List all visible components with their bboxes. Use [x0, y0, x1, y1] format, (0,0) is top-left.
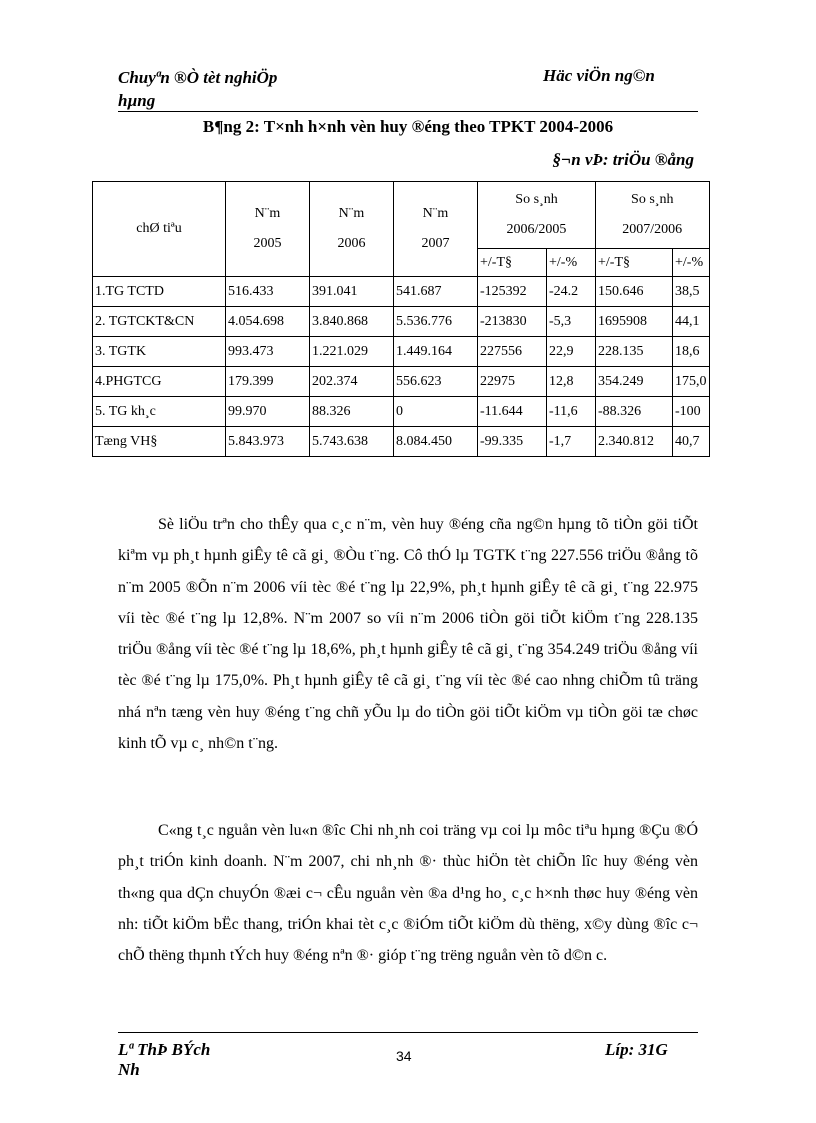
- table-row: 3. TGTK 993.473 1.221.029 1.449.164 227556 22,9 228.135 18,6: [93, 337, 710, 367]
- footer-class: Líp: 31G: [605, 1040, 668, 1059]
- capital-mobilization-table: [92, 181, 710, 457]
- unit-label: §¬n vÞ: triÖu ®ång: [552, 150, 694, 169]
- table-row: 1.TG TCTD 516.433 391.041 541.687 -125392 -24.2 150.646 38,5: [93, 277, 710, 307]
- header-indicator: chØ tiªu: [93, 182, 226, 277]
- paragraph-1: [118, 509, 698, 759]
- header-year-2005: N¨m 2005: [226, 182, 310, 277]
- header-left-line1: Chuyªn ®Ò tèt nghiÖp: [118, 68, 278, 87]
- table-row: 5. TG kh¸c 99.970 88.326 0 -11.644 -11,6 -88.326 -100: [93, 397, 710, 427]
- header-left: [118, 66, 378, 112]
- footer-rule: [118, 1032, 698, 1033]
- header-compare-2006-2005: So s¸nh 2006/2005: [478, 182, 596, 249]
- header-rule: [118, 111, 698, 112]
- paragraph-2: [118, 815, 698, 971]
- header-left-line2: hµng: [118, 91, 156, 110]
- paragraph-1-text: Sè liÖu trªn cho thÊy qua c¸c n¨m, vèn huy ®éng cña ng©n hµng tõ tiÒn göi tiÕt kiªm vµ ph¸t hµnh giÊy tê cã gi¸ ®Òu t¨ng. Cô thÓ lµ TGTK t¨ng 227.556 triÖu ®ång tõ n¨m 2005 ®Õn n¨m 2006 víi tèc ®é t¨ng lµ 22,9%, ph¸t hµnh giÊy tê cã gi¸ t¨ng 22.975 víi tèc ®é t¨ng lµ 12,8%. N¨m 2007 so víi n¨m 2006 tiÒn göi tiÕt kiÖm t¨ng 228.135 triÖu ®ång víi tèc ®é t¨ng lµ 18,6%, ph¸t hµnh giÊy tê cã gi¸ t¨ng 354.249 triÖu ®ång víi tèc ®é t¨ng lµ 175,0%. Ph¸t hµnh giÊy tê cã gi¸ t¨ng víi tèc ®é cao nhng chiÕm tû träng nhá nªn tæng vèn huy ®éng t¨ng chñ yÕu lµ do tiÒn göi tiÕt kiÖm vµ tiÒn göi tæ chøc kinh tÕ vµ c¸ nh©n t¨ng.: [118, 516, 698, 753]
- header-right: Häc viÖn ng©n: [543, 66, 655, 85]
- page-number: 34: [396, 1048, 412, 1064]
- header-diff-2: +/-T§: [596, 249, 673, 277]
- table-row: 4.PHGTCG 179.399 202.374 556.623 22975 12,8 354.249 175,0: [93, 367, 710, 397]
- header-diff-1: +/-T§: [478, 249, 547, 277]
- header-pct-1: +/-%: [547, 249, 596, 277]
- table-row: Tæng VH§ 5.843.973 5.743.638 8.084.450 -99.335 -1,7 2.340.812 40,7: [93, 427, 710, 457]
- header-compare-2007-2006: So s¸nh 2007/2006: [596, 182, 710, 249]
- table-title: B¶ng 2: T×nh h×nh vèn huy ®éng theo TPKT 2004-2006: [202, 117, 614, 136]
- table-row: 2. TGTCKT&CN 4.054.698 3.840.868 5.536.776 -213830 -5,3 1695908 44,1: [93, 307, 710, 337]
- header-pct-2: +/-%: [673, 249, 710, 277]
- header-year-2006: N¨m 2006: [310, 182, 394, 277]
- header-year-2007: N¨m 2007: [394, 182, 478, 277]
- footer-author: Lª ThÞ BÝch Nh: [118, 1040, 211, 1079]
- paragraph-2-text: C«ng t¸c nguån vèn lu«n ®îc Chi nh¸nh coi träng vµ coi lµ môc tiªu hµng ®Çu ®Ó ph¸t triÓn kinh doanh. N¨m 2007, chi nh¸nh ®· thùc hiÖn tèt chiÕn lîc huy ®éng vèn th«ng qua dÇn chuyÓn ®æi c¬ cÊu nguån vèn ®a d¹ng ho¸ c¸c h×nh thøc huy ®éng vèn nh: tiÕt kiÖm bËc thang, triÓn khai tèt c¸c ®iÓm tiÕt kiÖm dù thëng, x©y dùng ®îc c¬ chÕ thëng thµnh tÝch huy ®éng nªn ®· gióp t¨ng trëng nguån vèn tõ d©n c.: [118, 822, 698, 965]
